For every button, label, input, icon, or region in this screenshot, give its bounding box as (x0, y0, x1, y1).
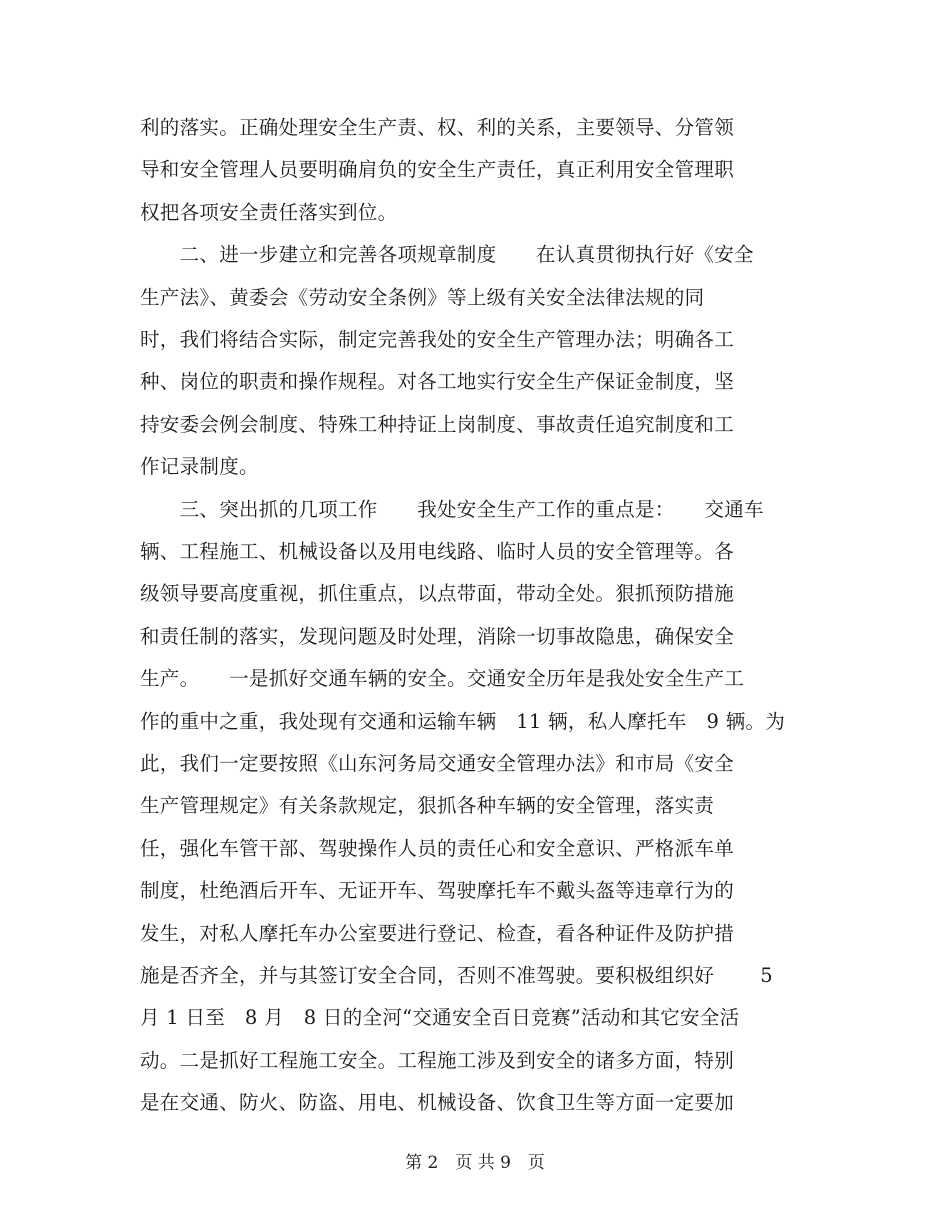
text-line: 动。二是抓好工程施工安全。工程施工涉及到安全的诸多方面，特别 (140, 1048, 735, 1072)
text-line: 是在交通、防火、防盗、用电、机械设备、饮食卫生等方面一定要加 (140, 1091, 735, 1115)
page-footer: 第 2 页 共 9 页 (405, 1153, 545, 1173)
text-line: 辆、工程施工、机械设备以及用电线路、临时人员的安全管理等。各 (140, 540, 735, 563)
text-line: 种、岗位的职责和操作规程。对各工地实行安全生产保证金制度，坚 (140, 370, 735, 394)
text-line: 生产法》、黄委会《劳动安全条例》等上级有关安全法律法规的同 (140, 285, 705, 309)
text-line: 任，强化车管干部、驾驶操作人员的责任心和安全意识、严格派车单 (140, 836, 735, 860)
text-line: 三、突出抓的几项工作 我处安全生产工作的重点是： 交通车 (140, 497, 764, 521)
text-line: 施是否齐全，并与其签订安全合同，否则不准驾驶。要积极组织好 5 (140, 964, 774, 987)
text-line: 作的重中之重，我处现有交通和运输车辆 11 辆，私人摩托车 9 辆。为 (140, 709, 786, 733)
text-line: 和责任制的落实，发现问题及时处理，消除一切事故隐患，确保安全 (140, 624, 735, 648)
text-line: 生产。 一是抓好交通车辆的安全。交通安全历年是我处安全生产工 (140, 667, 745, 691)
text-line: 权把各项安全责任落实到位。 (140, 200, 398, 224)
text-line: 此，我们一定要按照《山东河务局交通安全管理办法》和市局《安全 (140, 752, 735, 775)
text-line: 持安委会例会制度、特殊工种持证上岗制度、事故责任追究制度和工 (140, 412, 735, 436)
text-line: 利的落实。正确处理安全生产责、权、利的关系，主要领导、分管领 (140, 116, 735, 139)
text-line: 月 1 日至 8 月 8 日的全河“交通安全百日竞赛”活动和其它安全活 (140, 1006, 740, 1030)
text-line: 生产管理规定》有关条款规定，狠抓各种车辆的安全管理，落实责 (140, 794, 715, 818)
text-line: 级领导要高度重视，抓住重点，以点带面，带动全处。狠抓预防措施 (140, 582, 735, 606)
text-line: 时，我们将结合实际，制定完善我处的安全生产管理办法；明确各工 (140, 328, 735, 351)
text-line: 导和安全管理人员要明确肩负的安全生产责任，真正利用安全管理职 (140, 158, 735, 182)
text-line: 作记录制度。 (140, 455, 259, 479)
text-line: 发生，对私人摩托车办公室要进行登记、检查，看各种证件及防护措 (140, 921, 735, 945)
text-line: 二、进一步建立和完善各项规章制度 在认真贯彻执行好《安全 (140, 243, 754, 267)
text-line: 制度，杜绝酒后开车、无证开车、驾驶摩托车不戴头盔等违章行为的 (140, 879, 735, 903)
